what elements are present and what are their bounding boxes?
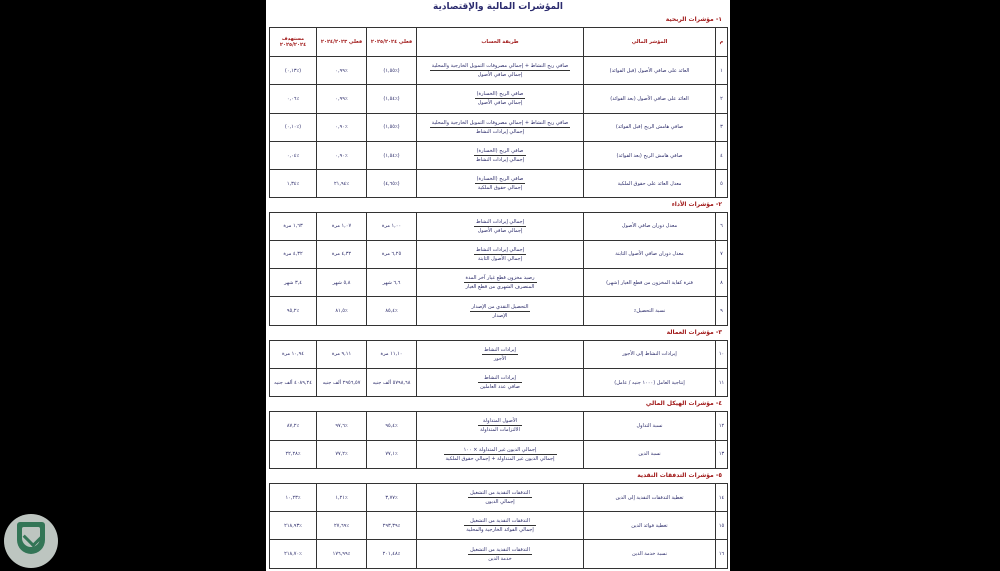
actual-2023-2024-value: ٪١,٢١ <box>317 483 367 511</box>
denominator: صافي عدد العاملين <box>480 384 520 391</box>
numerator: التدفقات النقدية من التشغيل <box>470 490 530 497</box>
target-2024-2025-value: ٤,٣٢ مرة <box>270 240 317 268</box>
fraction <box>430 119 570 136</box>
target-2024-2025-value: ٪٠,٠٤ <box>270 141 317 169</box>
denominator: الإصدار <box>492 312 508 319</box>
table-row <box>270 212 728 240</box>
numerator: إجمالي إيرادات النشاط <box>475 218 525 225</box>
numerator: صافي ربح النشاط + إجمالي مصروفات التمويل الخارجية والمحلية <box>431 63 569 70</box>
fraction <box>468 489 532 506</box>
document-page <box>266 0 730 571</box>
table-row <box>270 440 728 468</box>
target-2024-2025-value: (٪٠,١٣) <box>270 57 317 85</box>
target-2024-2025-value: ١,٦٣ مرة <box>270 212 317 240</box>
target-2024-2025-value: ٣,٤ شهر <box>270 269 317 297</box>
target-2024-2025-value: (٪٠,١٠) <box>270 113 317 141</box>
actual-2023-2024-value: ٪١٧٦,٩٩ <box>317 540 367 568</box>
row-number: ٩ <box>716 297 728 325</box>
row-number: ٧ <box>716 240 728 268</box>
row-number: ١١ <box>716 368 728 396</box>
denominator: إجمالي حقوق الملكية <box>477 185 523 192</box>
indicators-table <box>269 212 728 326</box>
indicator-name: فترة كفاية المخزون من قطع الغيار (شهر) <box>584 269 716 297</box>
numerator: صافي الربح (الخسارة) <box>476 176 524 183</box>
header-actual-2023-2024: فعلي ٢٠٢٤/٢٠٢٣ <box>317 28 367 57</box>
indicator-name: نسبة التحصيل٪ <box>584 297 716 325</box>
target-2024-2025-value: ١٠,٩٤ مرة <box>270 340 317 368</box>
row-number: ٦ <box>716 212 728 240</box>
table-row <box>270 512 728 540</box>
header-num: م <box>716 28 728 57</box>
actual-2023-2024-value: ٪٢٧,٦٩ <box>317 512 367 540</box>
calculation-method <box>417 57 584 85</box>
actual-2023-2024-value: ٪٠,٩٠ <box>317 113 367 141</box>
actual-2024-2025-value: ٪٨٥,٤ <box>367 297 417 325</box>
calculation-method <box>417 540 584 568</box>
table-row <box>270 141 728 169</box>
actual-2023-2024-value: ٪٠,٩٠ <box>317 141 367 169</box>
fraction <box>464 274 537 291</box>
row-number: ٨ <box>716 269 728 297</box>
actual-2023-2024-value: ٪٢١,٩٤ <box>317 170 367 198</box>
denominator: الالتزامات المتداولة <box>480 427 520 434</box>
indicator-name: العائد على صافي الأصول (قبل الفوائد) <box>584 57 716 85</box>
actual-2023-2024-value: ٥,٨ شهر <box>317 269 367 297</box>
calculation-method <box>417 512 584 540</box>
actual-2024-2025-value: ٦,٢٥ مرة <box>367 240 417 268</box>
fraction <box>474 147 526 164</box>
target-2024-2025-value: ٪٩٥,٢ <box>270 297 317 325</box>
section-title: ٢- مؤشرات الأداء <box>671 200 722 208</box>
row-number: ١٠ <box>716 340 728 368</box>
fraction <box>478 374 522 391</box>
actual-2024-2025-value: ٪٩٥,٤ <box>367 412 417 440</box>
header-actual-2024-2025: فعلي ٢٠٢٥/٢٠٢٤ <box>367 28 417 57</box>
denominator: إجمالي الأصول الثابتة <box>477 255 522 262</box>
calculation-method <box>417 483 584 511</box>
denominator: إجمالي صافي الأصول <box>477 72 523 79</box>
target-2024-2025-value: ٪٢٢,٢٨ <box>270 440 317 468</box>
actual-2024-2025-value: ٪٢٩٣,٣٩ <box>367 512 417 540</box>
row-number: ٣ <box>716 113 728 141</box>
table-row <box>270 297 728 325</box>
target-2024-2025-value: ٪٨٧,٢ <box>270 412 317 440</box>
actual-2024-2025-value: (٪٤,٦٥) <box>367 170 417 198</box>
header-indicator: المؤشر المالي <box>584 28 716 57</box>
denominator: المنصرف الشهري من قطع الغيار <box>465 284 535 291</box>
calculation-method <box>417 212 584 240</box>
actual-2024-2025-value: (٪١,٥٤) <box>367 141 417 169</box>
numerator: إيرادات النشاط <box>478 374 522 383</box>
target-2024-2025-value: ٪٢١٨,٩٣ <box>270 512 317 540</box>
numerator: إجمالي إيرادات النشاط <box>475 246 525 253</box>
row-number: ١٣ <box>716 440 728 468</box>
denominator: خدمة الدين <box>488 555 512 562</box>
indicator-name: إنتاجية العامل (١٠٠٠ جنيه / عامل) <box>584 368 716 396</box>
indicator-name: نسبة الدين <box>584 440 716 468</box>
target-2024-2025-value: ٪٢١٨,٧٠ <box>270 540 317 568</box>
actual-2023-2024-value: ٪٩٧,٦ <box>317 412 367 440</box>
target-2024-2025-value: ٤٠٨٩,٢٤ ألف جنيه <box>270 368 317 396</box>
row-number: ١٢ <box>716 412 728 440</box>
row-number: ١ <box>716 57 728 85</box>
numerator: التحصيل النقدي من الإصدار <box>471 303 529 310</box>
actual-2023-2024-value: ٤,٣٢ مرة <box>317 240 367 268</box>
actual-2024-2025-value: ٦,٦ شهر <box>367 269 417 297</box>
calculation-method <box>417 170 584 198</box>
actual-2023-2024-value: ٪٠,٩٩ <box>317 57 367 85</box>
target-2024-2025-value: ٪١٠,٢٣ <box>270 483 317 511</box>
calculation-method <box>417 440 584 468</box>
fraction <box>444 446 557 463</box>
target-2024-2025-value: ٪١,٣٤ <box>270 170 317 198</box>
row-number: ٤ <box>716 141 728 169</box>
indicator-name: نسبة التداول <box>584 412 716 440</box>
actual-2024-2025-value: (٪١,٥٤) <box>367 85 417 113</box>
fraction <box>478 417 522 434</box>
table-row <box>270 57 728 85</box>
row-number: ١٥ <box>716 512 728 540</box>
section-title: ١- مؤشرات الربحية <box>665 16 722 23</box>
table-row <box>270 240 728 268</box>
indicator-name: تغطية فوائد الدين <box>584 512 716 540</box>
table-row <box>270 170 728 198</box>
actual-2023-2024-value: ٪٧٧,٢ <box>317 440 367 468</box>
fraction <box>475 90 526 107</box>
row-number: ٢ <box>716 85 728 113</box>
denominator: إجمالي الديون <box>485 499 515 506</box>
indicator-name: صافي هامش الربح (قبل الفوائد) <box>584 113 716 141</box>
calculation-method <box>417 368 584 396</box>
row-number: ١٦ <box>716 540 728 568</box>
table-row <box>270 113 728 141</box>
table-row <box>270 85 728 113</box>
row-number: ٥ <box>716 170 728 198</box>
numerator: إجمالي الديون غير المتداولة × ١٠٠ <box>444 446 557 455</box>
actual-2023-2024-value: ٢٩٥٦,٥٧ ألف جنيه <box>317 368 367 396</box>
calculation-method <box>417 340 584 368</box>
table-header-row <box>270 28 728 57</box>
indicator-name: تغطية التدفقات النقدية إلى الدين <box>584 483 716 511</box>
actual-2024-2025-value: (٪١,٥٥) <box>367 113 417 141</box>
row-number: ١٤ <box>716 483 728 511</box>
actual-2024-2025-value: ٪٧٧,١ <box>367 440 417 468</box>
indicator-name: نسبة خدمة الدين <box>584 540 716 568</box>
denominator: إجمالي صافي الأصول <box>477 227 523 234</box>
indicator-name: معدل دوران صافي الأصول الثابتة <box>584 240 716 268</box>
document-title: المؤشرات المالية والإقتصادية <box>432 2 564 12</box>
numerator: الأصول المتداولة <box>478 417 522 426</box>
numerator: رصيد مخزون قطع غيار آخر المدة <box>465 275 535 282</box>
fraction <box>474 246 526 263</box>
actual-2024-2025-value: (٪١,٥٥) <box>367 57 417 85</box>
indicator-name: صافي هامش الربح (بعد الفوائد) <box>584 141 716 169</box>
numerator: إيرادات النشاط <box>484 346 516 353</box>
calculation-method <box>417 141 584 169</box>
indicator-name: معدل العائد على حقوق الملكية <box>584 170 716 198</box>
numerator: صافي ربح النشاط + إجمالي مصروفات التمويل الخارجية والمحلية <box>431 119 569 126</box>
fraction <box>482 346 518 363</box>
fraction <box>475 175 526 192</box>
denominator: إجمالي الديون غير المتداولة + إجمالي حقوق الملكية <box>445 455 555 462</box>
denominator: إجمالي الفوائد الخارجية والمحلية <box>466 527 534 534</box>
fraction <box>468 546 532 563</box>
actual-2023-2024-value: ٩,١١ مرة <box>317 340 367 368</box>
indicator-name: إيرادات النشاط إلى الأجور <box>584 340 716 368</box>
numerator: التدفقات النقدية من التشغيل <box>470 546 530 553</box>
indicators-table <box>269 340 728 398</box>
section-title: ٣- مؤشرات العمالة <box>666 328 722 336</box>
actual-2023-2024-value: ٪٠,٩٩ <box>317 85 367 113</box>
actual-2024-2025-value: ٪٢٠١,٤٨ <box>367 540 417 568</box>
calculation-method <box>417 412 584 440</box>
target-2024-2025-value: ٪٠,٠٦ <box>270 85 317 113</box>
indicator-name: العائد على صافي الأصول (بعد الفوائد) <box>584 85 716 113</box>
calculation-method <box>417 297 584 325</box>
indicators-table <box>269 27 728 198</box>
numerator: صافي الربح (الخسارة) <box>474 147 526 156</box>
denominator: إجمالي إيرادات النشاط <box>475 128 525 135</box>
fraction <box>474 218 526 235</box>
table-row <box>270 269 728 297</box>
actual-2024-2025-value: ١١,١٠ مرة <box>367 340 417 368</box>
actual-2023-2024-value: ٪٨١,٥ <box>317 297 367 325</box>
table-row <box>270 540 728 568</box>
section-title: ٥- مؤشرات التدفقات النقدية <box>637 471 722 479</box>
indicator-name: معدل دوران صافي الأصول <box>584 212 716 240</box>
numerator: التدفقات النقدية من التشغيل <box>464 517 535 526</box>
indicators-table <box>269 411 728 469</box>
fraction <box>470 303 531 320</box>
header-target-2024-2025: مستهدف ٢٠٢٥/٢٠٢٤ <box>270 28 317 57</box>
actual-2023-2024-value: ١,٠٧ مرة <box>317 212 367 240</box>
denominator: إجمالي إيرادات النشاط <box>475 157 525 164</box>
header-method: طريقة الحساب <box>417 28 584 57</box>
table-row <box>270 368 728 396</box>
section-title: ٤- مؤشرات الهيكل المالي <box>645 400 722 408</box>
numerator: صافي الربح (الخسارة) <box>476 91 524 98</box>
fraction <box>464 517 535 534</box>
calculation-method <box>417 85 584 113</box>
calculation-method <box>417 113 584 141</box>
calculation-method <box>417 240 584 268</box>
indicators-table <box>269 483 728 569</box>
actual-2024-2025-value: ٪٣,٧٧ <box>367 483 417 511</box>
denominator: إجمالي صافي الأصول <box>477 100 523 107</box>
calculation-method <box>417 269 584 297</box>
table-row <box>270 340 728 368</box>
watermark-logo <box>4 514 58 568</box>
actual-2024-2025-value: ٥٧٩٨,٦٨ ألف جنيه <box>367 368 417 396</box>
actual-2024-2025-value: ١,٠٠ مرة <box>367 212 417 240</box>
table-row <box>270 483 728 511</box>
table-row <box>270 412 728 440</box>
denominator: الأجور <box>493 355 507 362</box>
fraction <box>430 62 570 79</box>
